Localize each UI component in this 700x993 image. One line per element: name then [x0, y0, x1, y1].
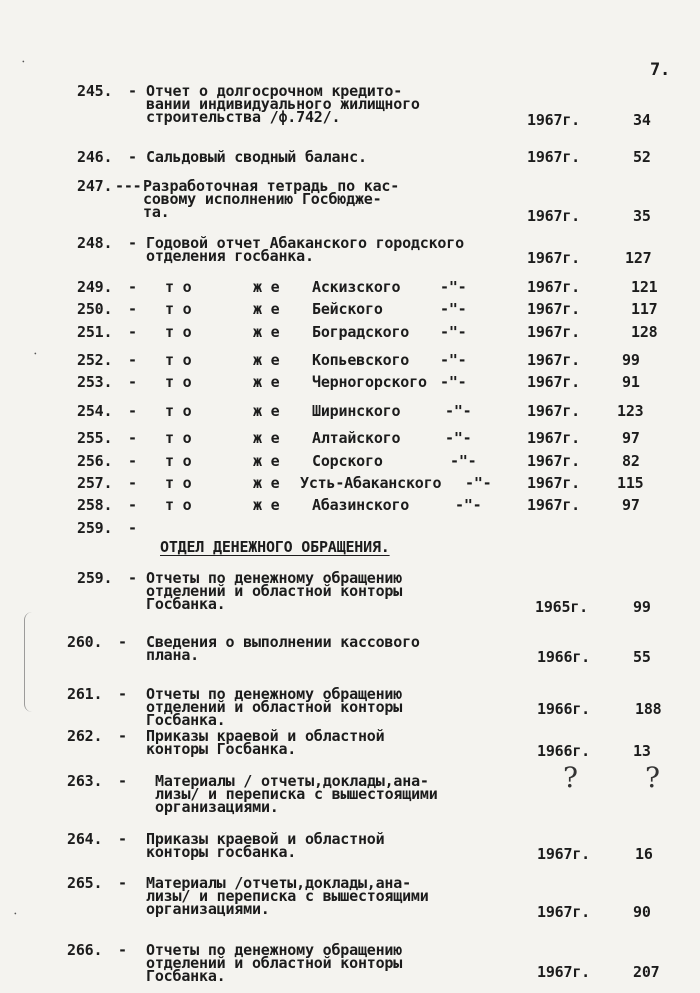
entry-dash: -	[128, 300, 137, 318]
section-heading: ОТДЕЛ ДЕНЕЖНОГО ОБРАЩЕНИЯ.	[160, 538, 390, 556]
entry-ditto: -"-	[440, 373, 467, 391]
entry-count: 97	[622, 429, 640, 447]
entry-zhe: ж е	[253, 323, 280, 341]
entry-dash: -	[128, 402, 137, 420]
entry-zhe: ж е	[253, 373, 280, 391]
entry-year: 1967г.	[527, 249, 580, 267]
entry-dash: -	[118, 874, 127, 892]
entry-to: т о	[165, 351, 192, 369]
entry-count: 35	[633, 207, 651, 225]
entry-description: Приказы краевой и областной конторы госбанка.	[146, 830, 385, 861]
entry-dash: -	[128, 429, 137, 447]
entry-zhe: ж е	[253, 474, 280, 492]
entry-ditto: -"-	[450, 452, 477, 470]
entry-zhe: ж е	[253, 300, 280, 318]
entry-description: Материалы /отчеты,доклады,ана- лизы/ и переписка с вышестоящими организациями.	[146, 874, 429, 918]
entry-description: Разработочная тетрадь по кас- совому исполнению Госбюдже- та.	[143, 177, 400, 221]
entry-count: 207	[633, 963, 660, 981]
page-number: 7.	[650, 60, 671, 80]
entry-number: 253.	[77, 373, 113, 391]
entry-to: т о	[165, 300, 192, 318]
margin-bracket-mark	[24, 612, 33, 712]
entry-description: Материалы / отчеты,доклады,ана- лизы/ и переписка с вышестоящими организациями.	[155, 772, 438, 816]
entry-dash: -	[128, 373, 137, 391]
entry-ditto: -"-	[465, 474, 492, 492]
entry-count: 99	[633, 598, 651, 616]
entry-dash: -	[128, 452, 137, 470]
entry-number: 254.	[77, 402, 113, 420]
entry-number: 264.	[67, 830, 103, 848]
entry-dash: -	[128, 474, 137, 492]
entry-year: 1967г.	[527, 452, 580, 470]
margin-speck: ⸱	[22, 57, 25, 68]
entry-dash: -	[118, 772, 127, 790]
entry-year: 1967г.	[537, 963, 590, 981]
entry-to: т о	[165, 402, 192, 420]
entry-name: Аскизского	[312, 278, 401, 296]
entry-ditto: -"-	[445, 402, 472, 420]
entry-count: 13	[633, 742, 651, 760]
entry-number: 252.	[77, 351, 113, 369]
entry-number: 246.	[77, 148, 113, 166]
entry-count: 90	[633, 903, 651, 921]
entry-count: 16	[635, 845, 653, 863]
entry-name: Копьевского	[312, 351, 410, 369]
entry-number: 247.	[77, 177, 113, 195]
entry-zhe: ж е	[253, 402, 280, 420]
entry-number: 259.	[77, 519, 113, 537]
entry-name: Сорского	[312, 452, 383, 470]
entry-year: 1965г.	[535, 598, 588, 616]
entry-number: 265.	[67, 874, 103, 892]
entry-year: 1967г.	[527, 278, 580, 296]
entry-number: 258.	[77, 496, 113, 514]
entry-number: 256.	[77, 452, 113, 470]
entry-year: 1967г.	[527, 111, 580, 129]
entry-description: Сведения о выполнении кассового плана.	[146, 633, 420, 664]
entry-count: 82	[622, 452, 640, 470]
entry-count: 123	[617, 402, 644, 420]
entry-description: Годовой отчет Абаканского городского отделения госбанка.	[146, 234, 464, 265]
entry-description: Отчеты по денежному обращению отделений и областной конторы Госбанка.	[146, 569, 403, 613]
entry-number: 263.	[67, 772, 103, 790]
entry-year: 1967г.	[527, 207, 580, 225]
entry-name: Боградского	[312, 323, 410, 341]
entry-dash: -	[118, 727, 127, 745]
entry-dash: -	[118, 633, 127, 651]
entry-year: 1967г.	[527, 148, 580, 166]
entry-number: 257.	[77, 474, 113, 492]
entry-description: Отчеты по денежному обращению отделений и областной конторы Госбанка.	[146, 685, 403, 729]
entry-count-handwritten: ?	[645, 761, 660, 794]
entry-dash: -	[128, 496, 137, 514]
entry-ditto: -"-	[440, 351, 467, 369]
entry-number: 248.	[77, 234, 113, 252]
entry-year: 1966г.	[537, 742, 590, 760]
entry-count: 115	[617, 474, 644, 492]
margin-speck: ⸱	[14, 909, 17, 920]
entry-to: т о	[165, 496, 192, 514]
entry-number: 245.	[77, 82, 113, 100]
entry-count: 128	[631, 323, 658, 341]
entry-number: 250.	[77, 300, 113, 318]
entry-count: 117	[631, 300, 658, 318]
entry-count: 127	[625, 249, 652, 267]
entry-name: Черногорского	[312, 373, 427, 391]
entry-dash: -	[128, 569, 137, 587]
entry-zhe: ж е	[253, 496, 280, 514]
entry-count: 34	[633, 111, 651, 129]
entry-count: 121	[631, 278, 658, 296]
entry-year: 1967г.	[527, 402, 580, 420]
entry-number: 259.	[77, 569, 113, 587]
entry-description: Сальдовый сводный баланс.	[146, 148, 367, 166]
entry-description: Отчет о долгосрочном кредито- вании индивидуального жилищного строительства /ф.742/.	[146, 82, 420, 126]
entry-year: 1967г.	[537, 845, 590, 863]
entry-zhe: ж е	[253, 452, 280, 470]
entry-count: 52	[633, 148, 651, 166]
entry-name: Бейского	[312, 300, 383, 318]
entry-to: т о	[165, 373, 192, 391]
entry-number: 255.	[77, 429, 113, 447]
entry-dash: -	[128, 351, 137, 369]
entry-dash: -	[128, 82, 137, 100]
entry-dash: -	[128, 278, 137, 296]
entry-name: Абазинского	[312, 496, 410, 514]
entry-number: 260.	[67, 633, 103, 651]
entry-year: 1967г.	[527, 300, 580, 318]
entry-number: 251.	[77, 323, 113, 341]
entry-dash: -	[118, 830, 127, 848]
entry-zhe: ж е	[253, 278, 280, 296]
entry-count: 55	[633, 648, 651, 666]
entry-count: 188	[635, 700, 662, 718]
entry-year: 1967г.	[527, 351, 580, 369]
margin-speck: ⸱	[34, 349, 37, 360]
entry-number: 266.	[67, 941, 103, 959]
entry-ditto: -"-	[445, 429, 472, 447]
entry-year: 1967г.	[527, 496, 580, 514]
entry-year: 1967г.	[527, 323, 580, 341]
entry-ditto: -"-	[440, 300, 467, 318]
entry-ditto: -"-	[440, 323, 467, 341]
entry-dash: -	[118, 941, 127, 959]
entry-name: Ширинского	[312, 402, 401, 420]
entry-year: 1967г.	[527, 474, 580, 492]
entry-dash: -	[118, 685, 127, 703]
entry-name: Усть-Абаканского	[300, 474, 442, 492]
entry-count: 91	[622, 373, 640, 391]
entry-zhe: ж е	[253, 351, 280, 369]
entry-to: т о	[165, 452, 192, 470]
entry-year: 1967г.	[527, 429, 580, 447]
entry-year: 1967г.	[527, 373, 580, 391]
entry-number: 261.	[67, 685, 103, 703]
entry-number: 262.	[67, 727, 103, 745]
entry-year-handwritten: ?	[563, 761, 578, 794]
entry-count: 97	[622, 496, 640, 514]
entry-number: 249.	[77, 278, 113, 296]
entry-zhe: ж е	[253, 429, 280, 447]
entry-dash: -	[128, 148, 137, 166]
entry-ditto: -"-	[440, 278, 467, 296]
entry-description: Приказы краевой и областной конторы Госбанка.	[146, 727, 385, 758]
entry-to: т о	[165, 429, 192, 447]
entry-ditto: -"-	[455, 496, 482, 514]
entry-description: Отчеты по денежному обращению отделений и областной конторы Госбанка.	[146, 941, 403, 985]
entry-year: 1966г.	[537, 700, 590, 718]
entry-dash: -	[128, 519, 137, 537]
entry-to: т о	[165, 323, 192, 341]
entry-dash: ---	[115, 177, 142, 195]
entry-name: Алтайского	[312, 429, 401, 447]
entry-to: т о	[165, 278, 192, 296]
entry-dash: -	[128, 234, 137, 252]
entry-count: 99	[622, 351, 640, 369]
entry-year: 1966г.	[537, 648, 590, 666]
entry-to: т о	[165, 474, 192, 492]
entry-dash: -	[128, 323, 137, 341]
entry-year: 1967г.	[537, 903, 590, 921]
